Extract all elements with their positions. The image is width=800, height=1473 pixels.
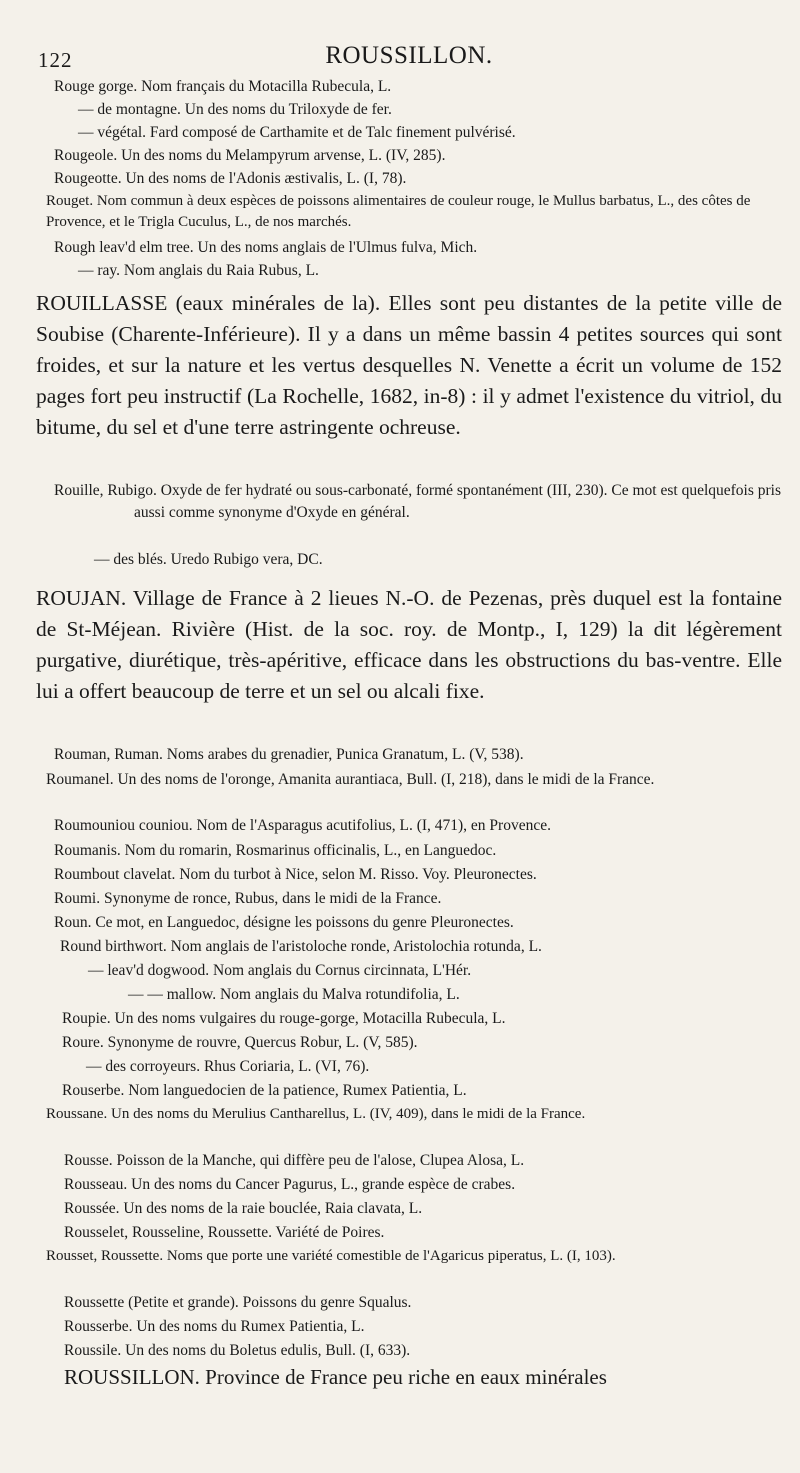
entry-roumanis: Roumanis. Nom du romarin, Rosmarinus officinalis, L., en Languedoc.: [54, 842, 497, 859]
entry-rouge-vegetal: — végétal. Fard composé de Carthamite et de Talc finement pulvérisé.: [78, 124, 516, 141]
entry-rouge-de-montagne: — de montagne. Un des noms du Triloxyde de fer.: [78, 101, 392, 118]
entry-rouillasse: ROUILLASSE (eaux minérales de la). Elles sont peu distantes de la petite ville de Soubise (Charente-Inférieure). Il y a dans un même bassin 4 petites sources qui sont froides, et sur la nature et les vertus desquelles N. Venette a écrit un volume de 152 pages fort peu instructif (La Rochelle, 1682, in-8) : il y admet l'existence du vitriol, du bitume, du sel et d'une terre astringente ochreuse.: [36, 291, 782, 439]
entry-rousseau: Rousseau. Un des noms du Cancer Pagurus, L., grande espèce de crabes.: [64, 1176, 516, 1193]
entry-roumanel: Roumanel. Un des noms de l'oronge, Amanita aurantiaca, Bull. (I, 218), dans le midi de la France.: [46, 771, 655, 788]
entry-roussee: Roussée. Un des noms de la raie bouclée, Raia clavata, L.: [64, 1200, 423, 1217]
entry-rouserbe: Rouserbe. Nom languedocien de la patience, Rumex Patientia, L.: [62, 1082, 467, 1099]
entry-roussane: Roussane. Un des noms du Merulius Cantharellus, L. (IV, 409), dans le midi de la France.: [46, 1106, 586, 1122]
entry-rousset: Rousset, Roussette. Noms que porte une variété comestible de l'Agaricus piperatus, L. (I, 103).: [46, 1248, 616, 1264]
entry-rousse: Rousse. Poisson de la Manche, qui diffère peu de l'alose, Clupea Alosa, L.: [64, 1152, 525, 1169]
page-number: 122: [38, 48, 73, 72]
running-title: ROUSSILLON.: [325, 42, 493, 69]
entry-roupie: Roupie. Un des noms vulgaires du rouge-gorge, Motacilla Rubecula, L.: [62, 1010, 506, 1027]
entry-rough-ray: — ray. Nom anglais du Raia Rubus, L.: [78, 262, 319, 279]
entry-roumouniou-couniou: Roumouniou couniou. Nom de l'Asparagus acutifolius, L. (I, 471), en Provence.: [54, 817, 551, 834]
entry-round-birthwort: Round birthwort. Nom anglais de l'aristoloche ronde, Aristolochia rotunda, L.: [60, 938, 542, 955]
entry-rouille-des-bles: — des blés. Uredo Rubigo vera, DC.: [94, 551, 323, 568]
entry-rousselet: Rousselet, Rousseline, Roussette. Variété de Poires.: [64, 1224, 385, 1241]
entry-rougeole: Rougeole. Un des noms du Melampyrum arvense, L. (IV, 285).: [54, 147, 446, 164]
entry-roumi: Roumi. Synonyme de ronce, Rubus, dans le midi de la France.: [54, 890, 442, 907]
entry-roure: Roure. Synonyme de rouvre, Quercus Robur, L. (V, 585).: [62, 1034, 418, 1051]
entry-roumbout-clavelat: Roumbout clavelat. Nom du turbot à Nice, selon M. Risso. Voy. Pleuronectes.: [54, 866, 537, 883]
entry-roure-des-corroyeurs: — des corroyeurs. Rhus Coriaria, L. (VI, 76).: [86, 1058, 370, 1075]
entry-rougeotte: Rougeotte. Un des noms de l'Adonis æstivalis, L. (I, 78).: [54, 170, 407, 187]
entry-rouille: Rouille, Rubigo. Oxyde de fer hydraté ou sous-carbonaté, formé spontanément (III, 230). Ce mot est quelquefois pris aussi comme synonyme d'Oxyde en général.: [54, 482, 782, 521]
entry-roussile: Roussile. Un des noms du Boletus edulis, Bull. (I, 633).: [64, 1342, 411, 1359]
entry-round-leavd-dogwood: — leav'd dogwood. Nom anglais du Cornus circinnata, L'Hér.: [88, 962, 472, 979]
entry-roussillon: ROUSSILLON. Province de France peu riche en eaux minérales: [64, 1365, 607, 1389]
entry-rouge-gorge: Rouge gorge. Nom français du Motacilla Rubecula, L.: [54, 78, 392, 95]
entry-rousserbe: Rousserbe. Un des noms du Rumex Patientia, L.: [64, 1318, 365, 1335]
entry-rouman: Rouman, Ruman. Noms arabes du grenadier, Punica Granatum, L. (V, 538).: [54, 746, 524, 763]
entry-roussette: Roussette (Petite et grande). Poissons du genre Squalus.: [64, 1294, 412, 1311]
entry-rouget: Rouget. Nom commun à deux espèces de poissons alimentaires de couleur rouge, le Mullus barbatus, L., des côtes de Provence, et le Trigla Cuculus, L., de nos marchés.: [46, 193, 751, 230]
entry-roun: Roun. Ce mot, en Languedoc, désigne les poissons du genre Pleuronectes.: [54, 914, 514, 931]
entry-roujan: ROUJAN. Village de France à 2 lieues N.-O. de Pezenas, près duquel est la fontaine de St-Méjean. Rivière (Hist. de la soc. roy. de Montp., I, 129) la dit légèrement purgative, diurétique, très-apéritive, efficace dans les obstructions du bas-ventre. Elle lui a offert beaucoup de terre et un sel ou alcali fixe.: [36, 586, 782, 703]
entry-rough-leavd-elm-tree: Rough leav'd elm tree. Un des noms anglais de l'Ulmus fulva, Mich.: [54, 239, 478, 256]
entry-round-mallow: — — mallow. Nom anglais du Malva rotundifolia, L.: [128, 986, 460, 1003]
page-header: [38, 40, 780, 72]
